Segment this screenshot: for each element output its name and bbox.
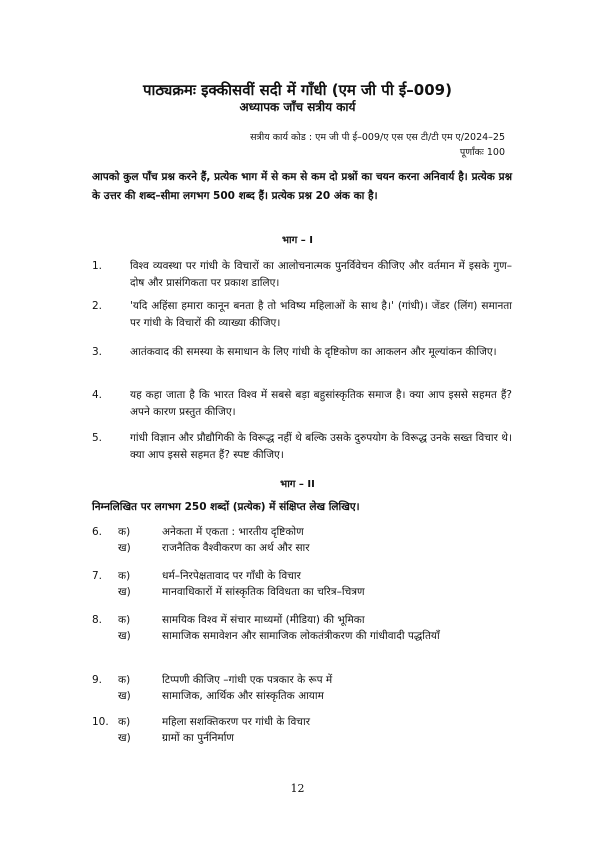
sub-text: राजनैतिक वैश्वीकरण का अर्थ और सार	[162, 542, 310, 554]
sub-text: सामयिक विश्व में संचार माध्यमों (मीडिया) की भूमिका	[162, 614, 365, 626]
sub-label: ख)	[118, 690, 131, 702]
part-2-heading: भाग – II	[280, 479, 315, 490]
sub-label: क)	[118, 716, 131, 728]
question-number: 9.	[92, 674, 103, 686]
question-6	[92, 524, 512, 556]
question-2	[92, 298, 512, 332]
question-text: यह कहा जाता है कि भारत विश्व में सबसे बड़ा बहुसांस्कृतिक समाज है। क्या आप इससे सहमत हैं? अपने कारण प्रस्तुत कीजिए।	[130, 389, 512, 418]
sub-question-a	[92, 672, 512, 688]
question-number: 3.	[92, 346, 103, 358]
sub-text: ग्रामों का पुर्ननिर्माण	[162, 732, 235, 744]
sub-question-b	[92, 540, 512, 556]
sub-question-b	[92, 730, 512, 746]
sub-label: ख)	[118, 630, 131, 642]
sub-question-a	[92, 612, 512, 628]
question-number: 8.	[92, 614, 103, 626]
question-9	[92, 672, 512, 704]
sub-label: ख)	[118, 586, 131, 598]
sub-text: मानवाधिकारों में सांस्कृतिक विविधता का चरित्र–चित्रण	[162, 586, 365, 598]
part-1-heading: भाग – I	[282, 235, 313, 246]
max-marks: पूर्णांकः 100	[459, 147, 505, 158]
sub-text: महिला सशक्तिकरण पर गांधी के विचार	[162, 716, 310, 728]
question-text: आतंकवाद की समस्या के समाधान के लिए गांधी के दृष्टिकोण का आकलन और मूल्यांकन कीजिए।	[130, 346, 497, 358]
question-3	[92, 344, 512, 361]
question-text: गांधी विज्ञान और प्रौद्यौगिकी के विरूद्ध नहीं थे बल्कि उसके दुरुपयोग के विरूद्ध उनके सख्त विचार थे। क्या आप इससे सहमत हैं? स्पष्ट कीजिए।	[130, 432, 512, 461]
page-number: 12	[290, 782, 305, 795]
question-10	[92, 714, 512, 746]
sub-label: ख)	[118, 732, 131, 744]
question-number: 7.	[92, 570, 103, 582]
sub-question-b	[92, 628, 512, 660]
sub-label: क)	[118, 570, 131, 582]
question-number: 10.	[92, 716, 109, 728]
sub-label: क)	[118, 674, 131, 686]
question-text: विश्व व्यवस्था पर गांधी के विचारों का आलोचनात्मक पुनर्विवेचन कीजिए और वर्तमान में इसके गुण–दोष और प्रासंगिकता पर प्रकाश डालिए।	[130, 260, 512, 289]
assignment-code: सत्रीय कार्य कोड : एम जी पी ई–009/ए एस एस टी/टी एम ए/2024–25	[250, 132, 505, 143]
sub-question-a	[92, 524, 512, 540]
sub-label: क)	[118, 614, 131, 626]
question-4	[92, 387, 512, 421]
sub-text: धर्म–निरपेक्षतावाद पर गाँधी के विचार	[162, 570, 301, 582]
sub-text: सामाजिक समावेशन और सामाजिक लोकतंत्रीकरण की गांधीवादी पद्धतियाँ	[162, 630, 440, 642]
question-number: 6.	[92, 526, 103, 538]
question-text: 'यदि अहिंसा हमारा कानून बनता है तो भविष्य महिलाओं के साथ है।' (गांधी)। जेंडर (लिंग) समानता पर गांधी के विचारों की व्याख्या कीजिए।	[130, 300, 512, 329]
sub-text: सामाजिक, आर्थिक और सांस्कृतिक आयाम	[162, 690, 324, 702]
sub-text: टिप्पणी कीजिए –गांधी एक पत्रकार के रूप में	[162, 674, 333, 686]
question-1	[92, 258, 512, 292]
question-number: 5.	[92, 432, 103, 444]
sub-question-b	[92, 688, 512, 704]
sub-label: ख)	[118, 542, 131, 554]
part-2-instruction: निम्नलिखित पर लगभग 250 शब्दों (प्रत्येक) में संक्षिप्त लेख लिखिए।	[92, 501, 360, 513]
sub-question-a	[92, 714, 512, 730]
sub-question-a	[92, 568, 512, 584]
question-number: 1.	[92, 260, 103, 272]
question-number: 2.	[92, 300, 103, 312]
assignment-subtitle: अध्यापक जाँच सत्रीय कार्य	[239, 100, 356, 114]
question-8	[92, 612, 512, 660]
question-5	[92, 430, 512, 464]
sub-label: क)	[118, 526, 131, 538]
question-number: 4.	[92, 389, 103, 401]
general-instructions: आपको कुल पाँच प्रश्न करने हैं, प्रत्येक भाग में से कम से कम दो प्रश्नों का चयन करना अनिवार्य है। प्रत्येक प्रश्न के उत्तर की शब्द–सीमा लगभग 500 शब्द हैं। प्रत्येक प्रश्न 20 अंक का है।	[92, 171, 512, 202]
sub-text: अनेकता में एकता : भारतीय दृष्टिकोण	[162, 526, 304, 538]
sub-question-b	[92, 584, 512, 600]
course-title: पाठ्यक्रमः इक्कीसवीं सदी में गाँधी (एम जी पी ई–009)	[143, 81, 452, 99]
question-7	[92, 568, 512, 600]
